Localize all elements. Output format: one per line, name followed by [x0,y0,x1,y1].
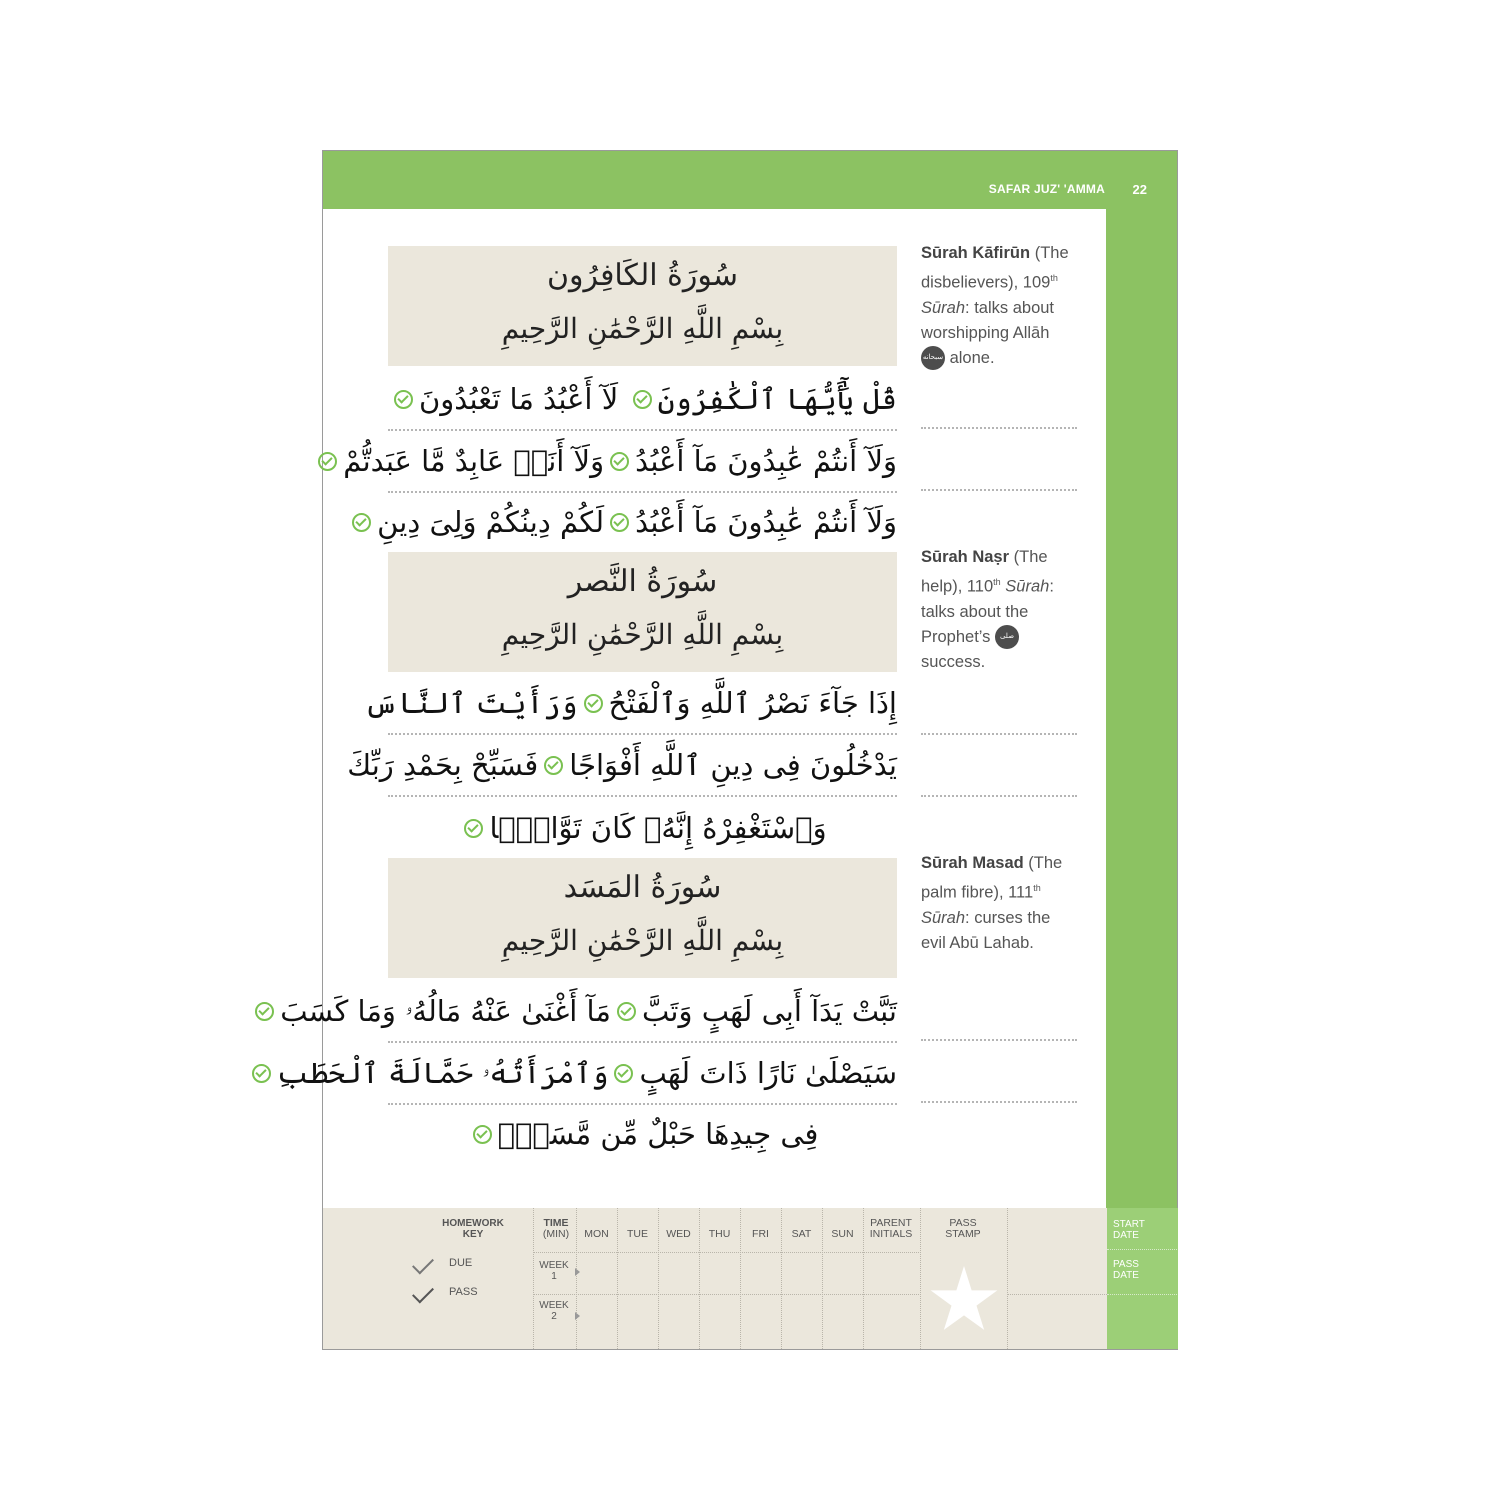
verse-check-icon[interactable] [633,390,652,409]
row-divider [533,1252,921,1253]
surah-name: سُورَةُ النَّصر [567,564,718,599]
week-1-label [533,1260,575,1282]
note-line [921,795,1077,797]
star-icon [929,1266,999,1332]
day-thu: THU [708,1228,731,1240]
parent-initials-header [863,1218,919,1240]
day-mon: MON [584,1228,609,1240]
verse-line [377,491,897,553]
verse-text: سَيَصْلَىٰ نَارًا ذَاتَ لَهَبٍ [639,1056,897,1090]
verse-check-icon[interactable] [584,694,603,713]
verse-check-icon[interactable] [352,513,371,532]
side-divider [1107,1294,1177,1295]
note-text: alone. [945,348,995,367]
note-text: : talks about worshipping Allāh [921,298,1055,342]
verse-text: وَٱسْتَغْفِرْهُ إِنَّهُۥ كَانَ تَوَّابًۢا [489,811,827,845]
stamp-label: PASS [949,1217,977,1229]
note-title: Sūrah Masad [921,854,1024,872]
day-tue: TUE [627,1228,648,1240]
parent-label: INITIALS [869,1228,913,1240]
page-number: 22 [1132,182,1147,197]
verse-line [388,369,897,431]
side-bar [1106,151,1177,1349]
row-divider [1007,1294,1107,1295]
verse-line [388,1103,897,1165]
week-label: WEEK [539,1260,569,1271]
verse-check-icon[interactable] [464,819,483,838]
parent-label: PARENT [870,1217,912,1229]
verse-check-icon[interactable] [614,1064,633,1083]
side-divider [1107,1249,1177,1250]
due-label: DUE [449,1257,473,1269]
verse-text: وَٱمْرَأَتُهُۥ حَمَّالَةَ ٱلْحَطَبِ [276,1055,609,1090]
day-sat: SAT [791,1228,812,1240]
verse-line [343,431,897,493]
note-sup: th [1033,883,1041,893]
day-wed: WED [666,1228,691,1240]
verse-text: إِذَا جَآءَ نَصْرُ ٱللَّهِ وَٱلْفَتْحُ [608,686,897,720]
note-line [921,489,1077,491]
note-kafirun [921,241,1071,386]
time-header [537,1218,575,1240]
due-check-icon [412,1252,434,1274]
note-text: (The palm fibre), 111 [921,854,1063,902]
verse-check-icon[interactable] [394,390,413,409]
pass-label: PASS [449,1286,478,1298]
verse-text: تَبَّتْ يَدَآ أَبِى لَهَبٍ وَتَبَّ [641,994,897,1028]
week-number: 2 [551,1311,557,1322]
verse-check-icon[interactable] [610,452,629,471]
workbook-page [276,150,1178,1350]
note-line [921,1101,1077,1103]
verse-text: قُلْ يَٰٓأَيُّهَا ٱلْكَٰفِرُونَ [657,382,897,416]
note-nasr [921,545,1071,713]
day-sun: SUN [831,1228,854,1240]
divider [1007,1208,1008,1349]
arrow-icon [575,1312,580,1320]
verse-text: فِى جِيدِهَا حَبْلٌ مِّن مَّسَدٍۭ [497,1117,819,1151]
row-divider [533,1294,921,1295]
verse-check-icon[interactable] [473,1125,492,1144]
homework-key-title [433,1218,513,1240]
verse-text: وَلَآ أَنتُمْ عَٰبِدُونَ مَآ أَعْبُدُ [635,444,897,478]
header-bar [323,151,1177,209]
week-2-label [533,1300,575,1322]
note-sup: th [993,577,1001,587]
verse-line [347,735,897,797]
note-text: (The help), 110 [921,548,1048,596]
time-label: TIME [543,1217,569,1229]
note-title: Sūrah Kāfirūn [921,244,1031,262]
note-line [921,1039,1077,1041]
pass-check-icon [412,1281,434,1303]
note-text: success. [921,652,986,671]
note-text: : curses the evil Abū Lahab. [921,908,1051,952]
note-sup: th [1050,273,1058,283]
note-title: Sūrah Naṣr [921,548,1010,566]
pass-stamp-header [920,1218,1006,1240]
verse-line [364,673,897,735]
verse-text: فَسَبِّحْ بِحَمْدِ رَبِّكَ [347,748,539,782]
honorific-icon: سبحانه وتعالى [921,346,945,370]
book-title: SAFAR JUZ' 'AMMA [988,182,1105,196]
verse-text: مَآ أَغْنَىٰ عَنْهُ مَالُهُۥ وَمَا كَسَبَ [280,993,611,1028]
verse-text: لَكُمْ دِينُكُمْ وَلِىَ دِينِ [377,505,605,539]
homework-key-label: KEY [462,1229,484,1240]
homework-key-label: HOMEWORK [442,1218,504,1229]
verse-line [280,981,897,1043]
verse-text: وَلَآ أَنتُمْ عَٰبِدُونَ مَآ أَعْبُدُ [635,505,897,539]
verse-check-icon[interactable] [617,1002,636,1021]
week-number: 1 [551,1271,557,1282]
pass-date-label [1113,1259,1139,1281]
verse-check-icon[interactable] [318,452,337,471]
key-pass [413,1286,478,1298]
verse-line [388,797,897,859]
verse-check-icon[interactable] [544,756,563,775]
note-line [921,427,1077,429]
verse-text: لَآ أَعْبُدُ مَا تَعْبُدُونَ [419,382,619,416]
note-italic: Sūrah [1005,577,1050,596]
verse-check-icon[interactable] [252,1064,271,1083]
surah-header-kafirun [388,246,897,366]
bismillah: بِسْمِ اللَّهِ الرَّحْمَٰنِ الرَّحِيمِ [501,924,784,957]
note-italic: Sūrah [921,298,966,317]
pass-date-text: DATE [1113,1270,1139,1281]
bismillah: بِسْمِ اللَّهِ الرَّحْمَٰنِ الرَّحِيمِ [501,618,784,651]
pass-date-text: PASS [1113,1259,1139,1270]
note-italic: Sūrah [921,908,966,927]
note-line [921,733,1077,735]
start-label: START [1113,1219,1145,1230]
surah-name: سُورَةُ الكَافِرُون [547,258,738,293]
week-label: WEEK [539,1300,569,1311]
verse-check-icon[interactable] [255,1002,274,1021]
verse-text: وَرَأَيْتَ ٱلنَّاسَ [364,686,578,720]
day-fri: FRI [752,1228,769,1240]
verse-text: وَلَآ أَنَا۠ عَابِدٌ مَّا عَبَدتُّمْ [343,444,605,478]
note-masad [921,851,1071,956]
homework-tracker [323,1208,1107,1349]
verse-text: يَدْخُلُونَ فِى دِينِ ٱللَّهِ أَفْوَاجًا [569,748,897,782]
honorific-icon: صلى الله عليه وسلم [995,625,1019,649]
arrow-icon [575,1268,580,1276]
verse-check-icon[interactable] [610,513,629,532]
note-text: : talks about the Prophet’s [921,577,1054,646]
key-due [413,1257,472,1269]
surah-header-nasr [388,552,897,672]
note-text: (The disbelievers), 109 [921,244,1069,292]
start-label: DATE [1113,1230,1139,1241]
stamp-label: STAMP [945,1228,981,1240]
time-unit: (MIN) [542,1228,570,1240]
surah-header-masad [388,858,897,978]
surah-name: سُورَةُ المَسَد [563,870,722,905]
verse-line [276,1043,897,1105]
bismillah: بِسْمِ اللَّهِ الرَّحْمَٰنِ الرَّحِيمِ [501,312,784,345]
start-date-label [1113,1219,1145,1241]
